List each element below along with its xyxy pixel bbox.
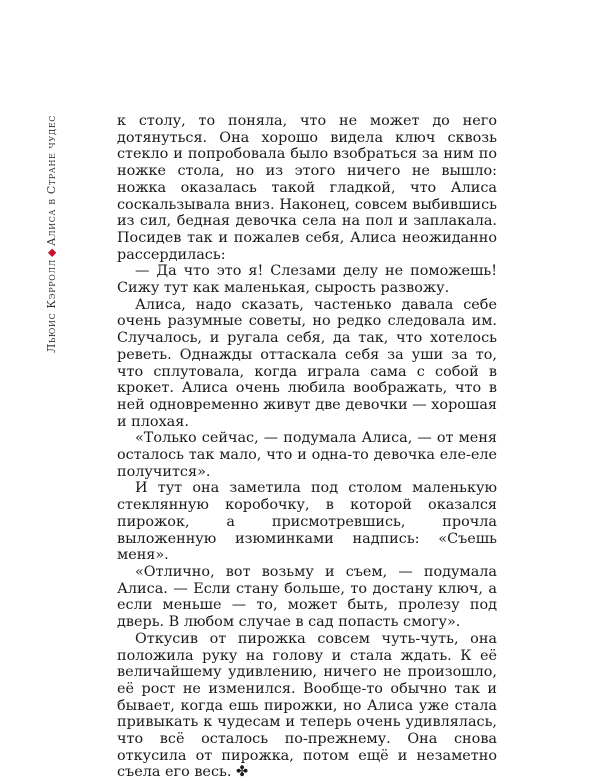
paragraph-2: — Да что это я! Слезами делу не поможешь! Сижу тут как маленькая, сырость развожу. xyxy=(117,263,497,297)
paragraph-6: «Отлично, вот возьму и съем, — подумала Алиса. — Если стану больше, то достану ключ, а если меньше — то, может быть, пролезу под дверь. В любом случае в сад попасть смогу». xyxy=(117,563,497,631)
paragraph-1: к столу, то поняла, что не может до него дотянуться. Она хорошо видела ключ сквозь стекло и попробовала было взобраться за ним по ножке стола, но из этого ничего не вышло: ножка оказалась такой гладкой, что Алиса соскальзывала вниз. Наконец, совсем выбившись из сил, бедная девочка села на пол и заплакала. Посидев так и пожалев себя, Алиса неожиданно рассердилась: xyxy=(117,113,497,263)
paragraph-7 xyxy=(117,631,497,781)
body-text xyxy=(117,113,497,781)
running-head xyxy=(42,115,62,435)
paragraph-7-text: Откусив от пирожка совсем чуть-чуть, она положила руку на голову и стала ждать. К её величайшему удивлению, ничего не произошло, её рост не изменился. Вообще-то обычно так и бывает, когда ешь пирожки, но Алиса уже стала привыкать к чудесам и теперь очень удивлялась, что всё осталось по-прежнему. Она снова откусила от пирожка, потом ещё и незаметно съела его весь. xyxy=(117,630,497,781)
running-head-separator-icon: ◆ xyxy=(45,247,58,258)
running-head-title: Алиса в Стране чудес xyxy=(45,115,58,246)
paragraph-4: «Только сейчас, — подумала Алиса, — от меня осталось так мало, что и одна-то девочка еле-еле получится». xyxy=(117,430,497,480)
paragraph-3: Алиса, надо сказать, частенько давала себе очень разумные советы, но редко следовала им. Случалось, и ругала себя, да так, что хотелось реветь. Однажды оттаскала себя за уши за то, что сплутовала, когда играла сама с собой в крокет. Алиса очень любила воображать, что в ней одновременно живут две девочки — хорошая и плохая. xyxy=(117,296,497,430)
running-head-author: Льюис Кэрролл xyxy=(45,259,58,353)
running-head-text xyxy=(42,115,62,435)
paragraph-5: И тут она заметила под столом маленькую стеклянную коробочку, в которой оказался пирожок, а присмотревшись, прочла выложенную изюминками надпись: «Съешь меня». xyxy=(117,480,497,564)
end-ornament-icon: ✤ xyxy=(236,764,249,781)
